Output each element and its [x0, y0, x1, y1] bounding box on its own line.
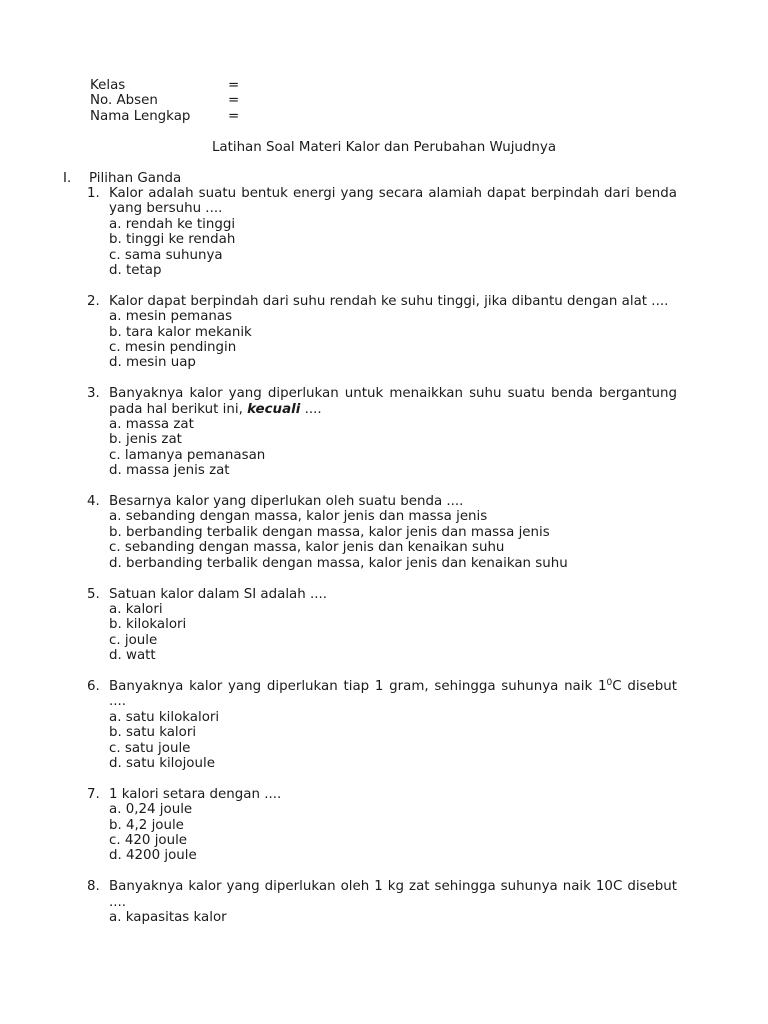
section-heading: [63, 171, 181, 186]
option-c: c. lamanya pemanasan: [109, 447, 266, 463]
option-b: b. tinggi ke rendah: [109, 232, 236, 248]
field-separator: =: [228, 78, 240, 93]
question-text: Banyaknya kalor yang diperlukan oleh 1 kg zat sehingga suhunya naik 10C disebut ....: [109, 879, 677, 910]
question-text: Satuan kalor dalam SI adalah ....: [109, 586, 328, 602]
option-b: b. 4,2 joule: [109, 817, 184, 833]
question-number: 6.: [87, 678, 100, 694]
student-info-header: [90, 78, 239, 124]
option-a: a. 0,24 joule: [109, 802, 193, 818]
question-number: 2.: [87, 293, 100, 309]
option-d: d. watt: [109, 648, 156, 664]
question-number: 1.: [87, 186, 100, 201]
option-d: d. berbanding terbalik dengan massa, kalor jenis dan kenaikan suhu: [109, 555, 568, 571]
question-text: [109, 679, 677, 710]
question-text: Kalor dapat berpindah dari suhu rendah ke suhu tinggi, jika dibantu dengan alat ....: [109, 293, 669, 309]
question-number: 5.: [87, 586, 100, 602]
option-c: c. 420 joule: [109, 832, 188, 848]
header-field-kelas: [90, 78, 239, 93]
option-d: d. massa jenis zat: [109, 463, 230, 479]
option-a: a. kapasitas kalor: [109, 909, 227, 925]
question-3: [87, 386, 677, 478]
question-7: [87, 787, 677, 864]
question-number: 3.: [87, 386, 100, 402]
option-a: a. satu kilokalori: [109, 709, 220, 725]
question-1: [87, 186, 677, 278]
option-a: a. mesin pemanas: [109, 309, 233, 325]
option-c: c. sama suhunya: [109, 247, 223, 263]
option-d: d. tetap: [109, 263, 162, 279]
option-d: d. mesin uap: [109, 355, 196, 371]
question-2: [87, 294, 677, 371]
keyword-emphasis: kecuali: [247, 401, 301, 417]
option-b: b. kilokalori: [109, 617, 187, 633]
option-d: d. satu kilojoule: [109, 755, 215, 771]
question-5: [87, 587, 677, 664]
option-b: b. tara kalor mekanik: [109, 324, 252, 340]
field-separator: =: [228, 108, 240, 124]
question-6: [87, 679, 677, 771]
question-text: 1 kalori setara dengan ....: [109, 786, 282, 802]
option-c: c. sebanding dengan massa, kalor jenis dan kenaikan suhu: [109, 540, 505, 556]
question-number: 7.: [87, 786, 100, 802]
question-text: [109, 386, 677, 417]
field-label: Kelas: [90, 78, 126, 93]
question-number: 8.: [87, 879, 100, 895]
document-title: Latihan Soal Materi Kalor dan Perubahan Wujudnya: [211, 140, 557, 155]
field-label: Nama Lengkap: [90, 108, 191, 124]
section-title: Pilihan Ganda: [89, 171, 182, 186]
question-4: [87, 494, 677, 571]
question-text: Besarnya kalor yang diperlukan oleh suatu benda ....: [109, 494, 464, 510]
field-separator: =: [228, 93, 240, 109]
option-a: a. sebanding dengan massa, kalor jenis dan massa jenis: [109, 509, 488, 525]
question-text-main: Banyaknya kalor yang diperlukan untuk menaikkan suhu suatu benda bergantung pada hal berikut ini,: [109, 386, 677, 417]
section-number: I.: [63, 171, 72, 186]
header-field-no-absen: [90, 93, 239, 108]
question-text-main: Banyaknya kalor yang diperlukan tiap 1 gram, sehingga suhunya naik 1: [109, 678, 607, 694]
option-b: b. jenis zat: [109, 432, 182, 448]
question-number: 4.: [87, 494, 100, 510]
option-b: b. satu kalori: [109, 725, 197, 741]
question-8: [87, 879, 677, 925]
option-a: a. rendah ke tinggi: [109, 216, 236, 232]
option-b: b. berbanding terbalik dengan massa, kalor jenis dan massa jenis: [109, 524, 550, 540]
header-field-nama-lengkap: [90, 109, 239, 124]
question-list: [87, 186, 677, 941]
field-label: No. Absen: [90, 93, 158, 109]
option-a: a. kalori: [109, 601, 163, 617]
option-c: c. joule: [109, 632, 158, 648]
option-c: c. mesin pendingin: [109, 340, 237, 356]
option-a: a. massa zat: [109, 417, 194, 433]
question-text: Kalor adalah suatu bentuk energi yang secara alamiah dapat berpindah dari benda yang bersuhu ....: [109, 186, 677, 217]
degree-superscript: 0: [606, 677, 613, 688]
option-d: d. 4200 joule: [109, 848, 197, 864]
question-text-end: C disebut ....: [109, 678, 677, 710]
option-c: c. satu joule: [109, 740, 191, 756]
question-text-end: ....: [304, 401, 322, 417]
